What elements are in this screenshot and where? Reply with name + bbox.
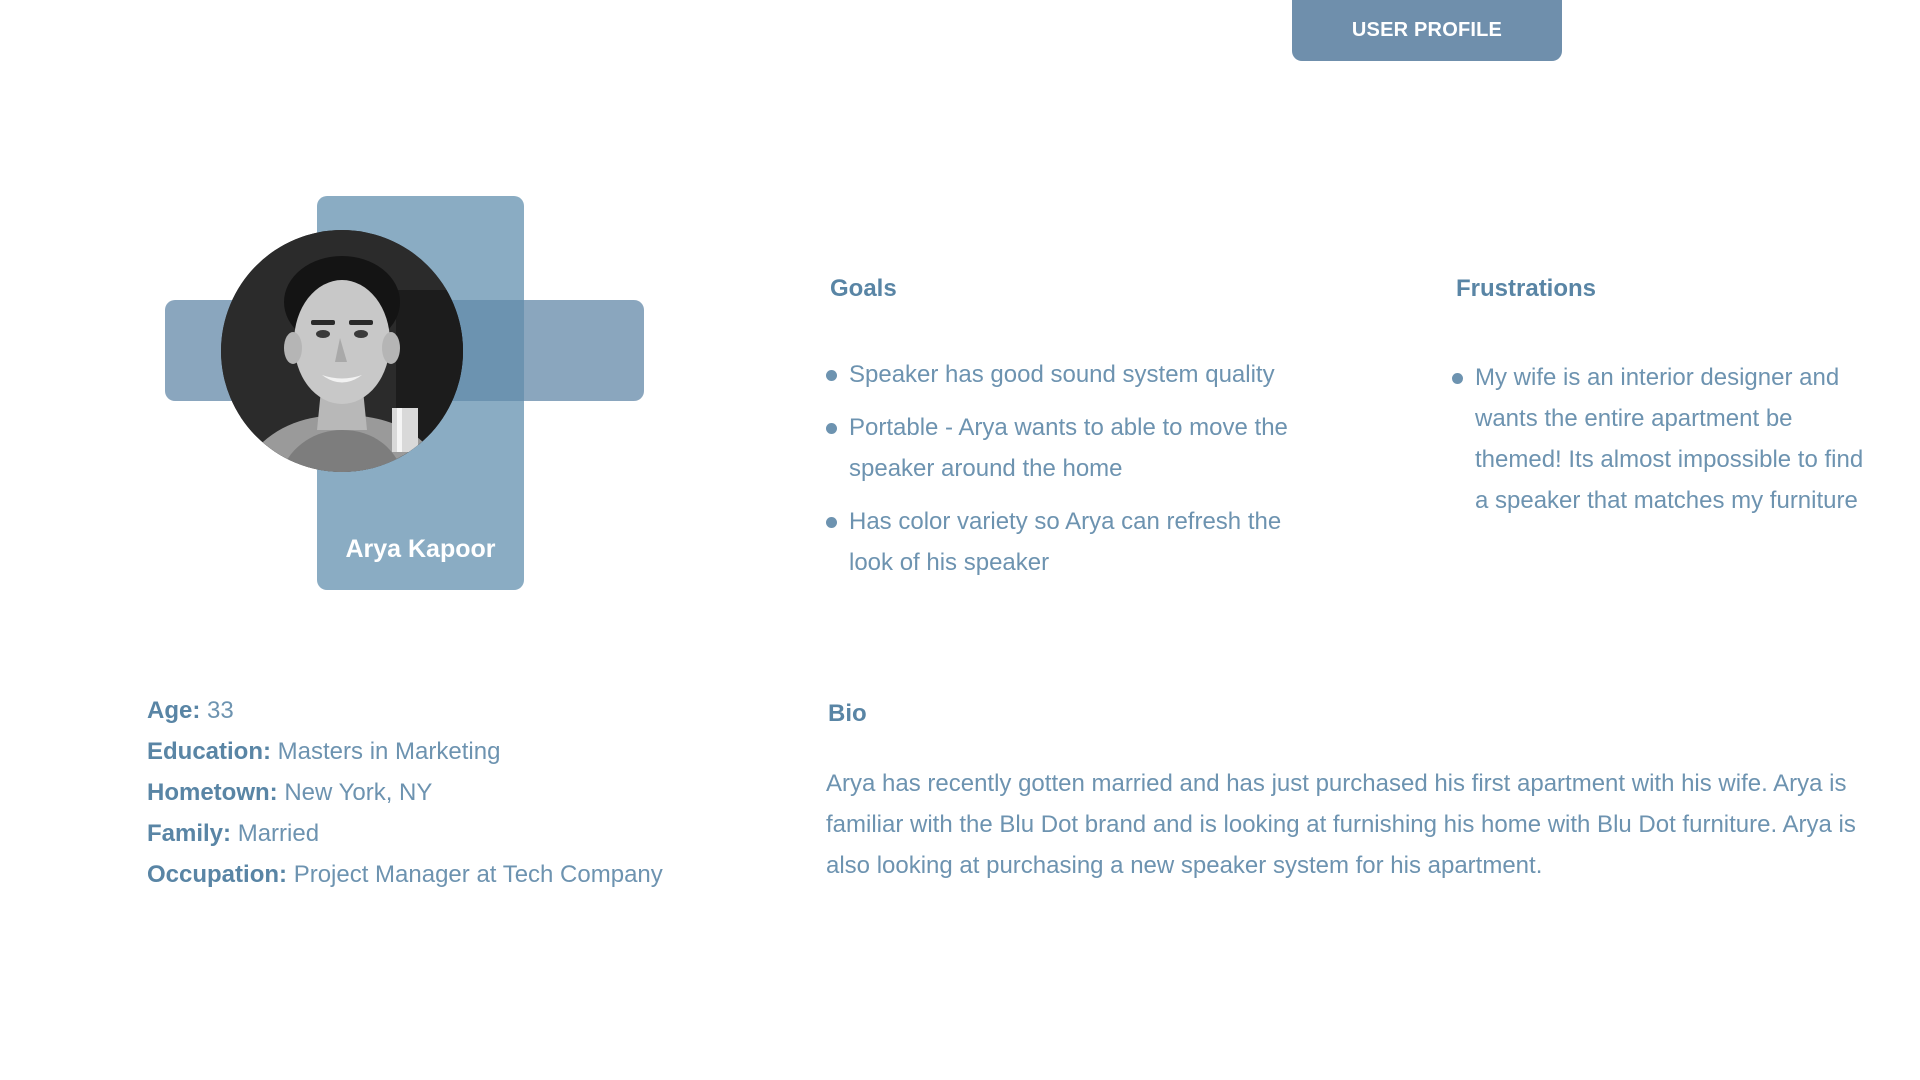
goals-item-text: Speaker has good sound system quality [849,361,1275,388]
occupation-value: Project Manager at Tech Company [293,861,663,888]
goals-list-item [826,501,1316,583]
avatar [221,230,463,472]
family-value: Married [237,820,320,847]
goals-list-item [826,407,1316,489]
demographic-education [147,731,663,772]
bio-text: Arya has recently gotten married and has just purchased his first apartment with his wife. Arya is familiar with the Blu Dot brand and is looking at furnishing his home with Blu Dot furniture. Arya is also looking at purchasing a new speaker system for his apartment. [826,770,1856,879]
goals-heading: Goals [830,275,897,302]
goals-item-text: Portable - Arya wants to able to move the speaker around the home [849,414,1288,482]
demographic-occupation [147,854,663,895]
bullet-icon [1452,373,1463,384]
demographic-family [147,813,663,854]
frustrations-heading: Frustrations [1456,275,1597,302]
frustrations-list-item [1452,357,1867,521]
goals-item-text: Has color variety so Arya can refresh the look of his speaker [849,508,1282,576]
bullet-icon [826,423,837,434]
demographic-age [147,690,663,731]
hometown-value: New York, NY [284,779,433,806]
goals-list [826,354,1316,595]
persona-name: Arya Kapoor [345,535,496,563]
demographic-hometown [147,772,663,813]
bio-heading: Bio [828,700,867,727]
bullet-icon [826,370,837,381]
bullet-icon [826,517,837,528]
demographics [147,690,663,895]
age-label: Age: [147,697,201,724]
frustrations-item-text: My wife is an interior designer and wants the entire apartment be themed! Its almost impossible to find a speaker that matches my furniture [1475,364,1864,514]
age-value: 33 [207,697,234,724]
avatar-photo-icon [221,230,463,472]
family-label: Family: [147,820,232,847]
hometown-label: Hometown: [147,779,278,806]
goals-list-item [826,354,1316,395]
education-label: Education: [147,738,271,765]
frustrations-list [1452,357,1867,533]
occupation-label: Occupation: [147,861,288,888]
user-profile-button[interactable]: USER PROFILE [1292,0,1562,61]
education-value: Masters in Marketing [277,738,501,765]
